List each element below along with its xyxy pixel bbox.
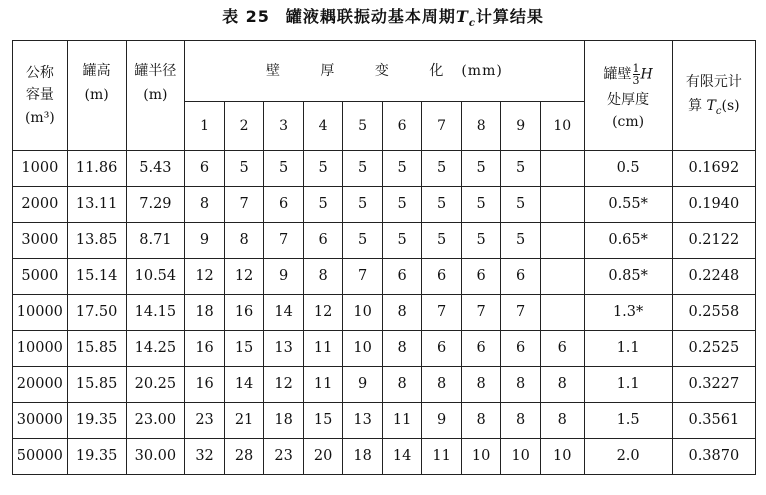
thickness-cell: 8: [461, 367, 501, 403]
thickness-cell: [540, 259, 584, 295]
thickness-cell: 10: [540, 439, 584, 475]
period-cell: 0.2525: [672, 331, 755, 367]
course-number-header: 9: [501, 102, 541, 151]
thickness-cell: 23: [185, 403, 225, 439]
thickness-cell: 5: [303, 151, 343, 187]
wall-thickness-cell: 0.55*: [584, 187, 672, 223]
wall-thickness-cell: 1.1: [584, 367, 672, 403]
thickness-cell: 8: [382, 295, 422, 331]
header-wall-thickness: 罐壁 $\frac{1}{3}$ H 处厚度 (cm): [584, 41, 672, 151]
thickness-cell: 8: [224, 223, 264, 259]
thickness-cell: 14: [264, 295, 304, 331]
table-caption: [0, 4, 766, 29]
thickness-cell: 6: [461, 331, 501, 367]
thickness-cell: 16: [185, 331, 225, 367]
thickness-cell: 7: [264, 223, 304, 259]
radius-cell: 10.54: [126, 259, 185, 295]
wall-thickness-cell: 0.65*: [584, 223, 672, 259]
thickness-cell: 5: [343, 151, 383, 187]
thickness-cell: 8: [540, 403, 584, 439]
course-number-header: 5: [343, 102, 383, 151]
course-number-header: 3: [264, 102, 304, 151]
table-row: [13, 331, 756, 367]
radius-cell: 5.43: [126, 151, 185, 187]
thickness-cell: 5: [422, 151, 462, 187]
thickness-cell: 18: [343, 439, 383, 475]
wall-thickness-cell: 1.1: [584, 331, 672, 367]
thickness-cell: 12: [303, 295, 343, 331]
thickness-cell: 9: [185, 223, 225, 259]
wall-thickness-cell: 0.5: [584, 151, 672, 187]
thickness-cell: 18: [185, 295, 225, 331]
height-cell: 19.35: [67, 403, 126, 439]
capacity-cell: 1000: [13, 151, 68, 187]
capacity-cell: 20000: [13, 367, 68, 403]
capacity-cell: 50000: [13, 439, 68, 475]
thickness-cell: 12: [185, 259, 225, 295]
thickness-cell: 11: [422, 439, 462, 475]
period-cell: 0.3227: [672, 367, 755, 403]
thickness-cell: 5: [461, 151, 501, 187]
table-row: [13, 187, 756, 223]
header-period: 有限元计 算 $T_c(s)$: [672, 41, 755, 151]
thickness-cell: 14: [382, 439, 422, 475]
wall-thickness-cell: 0.85*: [584, 259, 672, 295]
thickness-cell: 7: [461, 295, 501, 331]
thickness-cell: 13: [264, 331, 304, 367]
table-row: [13, 295, 756, 331]
thickness-cell: 5: [343, 187, 383, 223]
caption-symbol: $T_c$: [455, 7, 476, 30]
thickness-cell: 5: [224, 151, 264, 187]
table-number: 表 25: [222, 7, 270, 26]
wall-thickness-cell: 2.0: [584, 439, 672, 475]
thickness-cell: 6: [501, 331, 541, 367]
thickness-cell: 10: [501, 439, 541, 475]
header-capacity: 公称 容量 (m³): [13, 41, 68, 151]
period-cell: 0.3561: [672, 403, 755, 439]
period-cell: 0.2122: [672, 223, 755, 259]
period-cell: 0.1940: [672, 187, 755, 223]
thickness-cell: 6: [540, 331, 584, 367]
thickness-cell: 10: [343, 331, 383, 367]
thickness-cell: 5: [264, 151, 304, 187]
radius-cell: 20.25: [126, 367, 185, 403]
thickness-cell: 9: [422, 403, 462, 439]
thickness-cell: 6: [382, 259, 422, 295]
thickness-cell: 13: [343, 403, 383, 439]
thickness-cell: 5: [501, 223, 541, 259]
thickness-cell: 11: [303, 331, 343, 367]
thickness-cell: 28: [224, 439, 264, 475]
thickness-cell: 5: [501, 187, 541, 223]
capacity-cell: 2000: [13, 187, 68, 223]
thickness-cell: 15: [303, 403, 343, 439]
thickness-cell: 9: [264, 259, 304, 295]
thickness-cell: 5: [422, 223, 462, 259]
thickness-cell: 8: [422, 367, 462, 403]
table-row: [13, 367, 756, 403]
course-number-header: 4: [303, 102, 343, 151]
table-row: [13, 223, 756, 259]
thickness-cell: 16: [185, 367, 225, 403]
thickness-cell: 5: [343, 223, 383, 259]
thickness-cell: 32: [185, 439, 225, 475]
course-number-header: 10: [540, 102, 584, 151]
thickness-cell: [540, 295, 584, 331]
thickness-cell: 12: [224, 259, 264, 295]
table-row: [13, 439, 756, 475]
header-thickness: 壁 厚 变 化(mm): [185, 41, 584, 102]
thickness-cell: 5: [382, 151, 422, 187]
thickness-cell: 6: [185, 151, 225, 187]
thickness-cell: 8: [501, 367, 541, 403]
period-cell: 0.2248: [672, 259, 755, 295]
course-number-header: 2: [224, 102, 264, 151]
radius-cell: 7.29: [126, 187, 185, 223]
thickness-cell: 7: [501, 295, 541, 331]
capacity-cell: 10000: [13, 295, 68, 331]
thickness-cell: 8: [382, 331, 422, 367]
thickness-cell: 11: [382, 403, 422, 439]
height-cell: 15.85: [67, 367, 126, 403]
thickness-cell: 6: [422, 331, 462, 367]
course-number-header: 7: [422, 102, 462, 151]
thickness-cell: 14: [224, 367, 264, 403]
table-body: [13, 151, 756, 475]
height-cell: 11.86: [67, 151, 126, 187]
fraction-one-third: $\frac{1}{3}$: [632, 61, 640, 87]
thickness-cell: [540, 151, 584, 187]
thickness-cell: 6: [422, 259, 462, 295]
thickness-cell: 5: [461, 187, 501, 223]
thickness-cell: 8: [501, 403, 541, 439]
thickness-cell: 6: [303, 223, 343, 259]
thickness-cell: 18: [264, 403, 304, 439]
thickness-cell: 8: [303, 259, 343, 295]
thickness-cell: 5: [382, 187, 422, 223]
thickness-cell: 5: [461, 223, 501, 259]
course-number-header: 8: [461, 102, 501, 151]
header-radius: 罐半径 (m): [126, 41, 185, 151]
course-number-header: 1: [185, 102, 225, 151]
thickness-cell: 5: [382, 223, 422, 259]
thickness-cell: 16: [224, 295, 264, 331]
results-table: [12, 40, 756, 475]
height-cell: 15.14: [67, 259, 126, 295]
wall-thickness-cell: 1.5: [584, 403, 672, 439]
thickness-cell: 20: [303, 439, 343, 475]
radius-cell: 8.71: [126, 223, 185, 259]
thickness-cell: [540, 223, 584, 259]
thickness-cell: 21: [224, 403, 264, 439]
thickness-cell: 23: [264, 439, 304, 475]
radius-cell: 23.00: [126, 403, 185, 439]
table-row: [13, 151, 756, 187]
radius-cell: 14.25: [126, 331, 185, 367]
capacity-cell: 10000: [13, 331, 68, 367]
thickness-cell: 11: [303, 367, 343, 403]
header-height: 罐高 (m): [67, 41, 126, 151]
radius-cell: 14.15: [126, 295, 185, 331]
thickness-cell: 10: [461, 439, 501, 475]
thickness-cell: 7: [422, 295, 462, 331]
thickness-cell: 12: [264, 367, 304, 403]
radius-cell: 30.00: [126, 439, 185, 475]
thickness-cell: 15: [224, 331, 264, 367]
table-row: [13, 259, 756, 295]
capacity-cell: 5000: [13, 259, 68, 295]
thickness-cell: 8: [382, 367, 422, 403]
height-cell: 15.85: [67, 331, 126, 367]
table-row: [13, 403, 756, 439]
height-cell: 13.85: [67, 223, 126, 259]
thickness-cell: 5: [501, 151, 541, 187]
thickness-cell: 10: [343, 295, 383, 331]
thickness-cell: 8: [185, 187, 225, 223]
capacity-cell: 30000: [13, 403, 68, 439]
thickness-cell: 5: [303, 187, 343, 223]
period-cell: 0.3870: [672, 439, 755, 475]
thickness-cell: 7: [343, 259, 383, 295]
period-cell: 0.2558: [672, 295, 755, 331]
wall-thickness-cell: 1.3*: [584, 295, 672, 331]
height-cell: 19.35: [67, 439, 126, 475]
thickness-cell: 5: [422, 187, 462, 223]
thickness-cell: 9: [343, 367, 383, 403]
thickness-cell: 6: [264, 187, 304, 223]
caption-text-before: 罐液耦联振动基本周期: [285, 7, 456, 26]
thickness-cell: 8: [540, 367, 584, 403]
height-cell: 13.11: [67, 187, 126, 223]
period-cell: 0.1692: [672, 151, 755, 187]
thickness-cell: 6: [461, 259, 501, 295]
height-cell: 17.50: [67, 295, 126, 331]
thickness-cell: 8: [461, 403, 501, 439]
capacity-cell: 3000: [13, 223, 68, 259]
caption-text-after: 计算结果: [475, 7, 544, 26]
thickness-cell: 6: [501, 259, 541, 295]
thickness-cell: [540, 187, 584, 223]
thickness-cell: 7: [224, 187, 264, 223]
course-number-header: 6: [382, 102, 422, 151]
